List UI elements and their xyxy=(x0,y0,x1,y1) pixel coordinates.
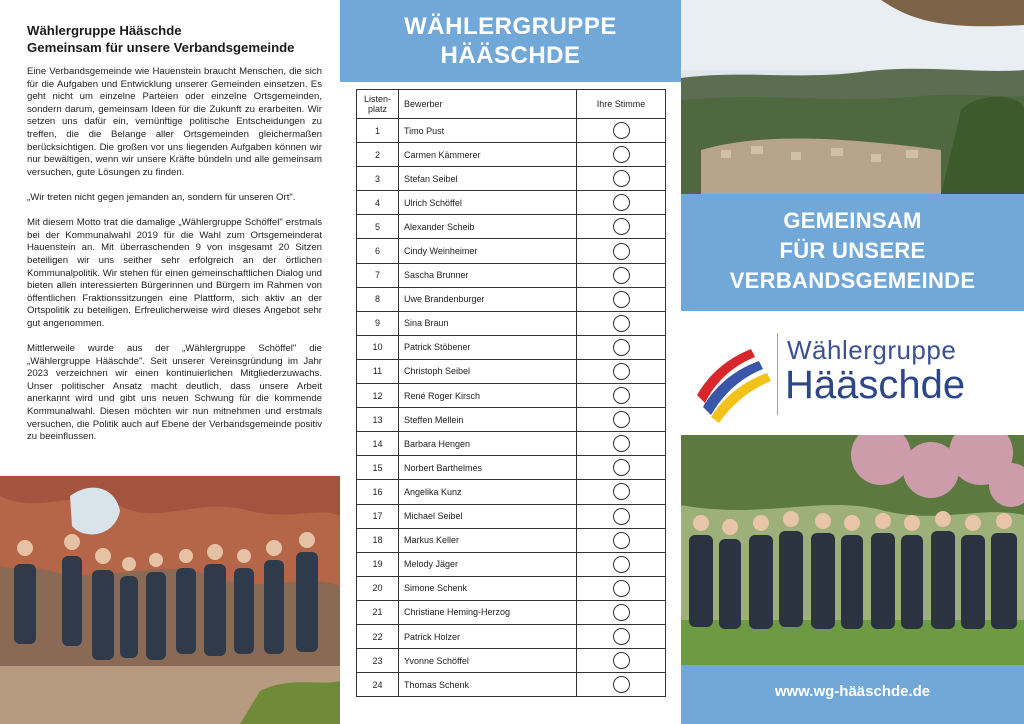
vote-cell xyxy=(577,311,666,335)
candidate-name: Patrick Holzer xyxy=(399,624,577,648)
vote-cell xyxy=(577,335,666,359)
candidate-name: Markus Keller xyxy=(399,528,577,552)
candidate-row xyxy=(357,649,666,673)
candidate-ballot-table xyxy=(356,89,666,697)
candidate-name: Uwe Brandenburger xyxy=(399,287,577,311)
vote-cell xyxy=(577,432,666,456)
candidate-name: Cindy Weinheimer xyxy=(399,239,577,263)
vote-cell xyxy=(577,143,666,167)
intro-text xyxy=(27,66,322,456)
list-position: 4 xyxy=(357,191,399,215)
vote-circle[interactable] xyxy=(613,146,630,163)
list-position: 24 xyxy=(357,673,399,697)
list-position: 18 xyxy=(357,528,399,552)
group-photo-garden xyxy=(681,435,1024,665)
list-position: 12 xyxy=(357,384,399,408)
vote-cell xyxy=(577,624,666,648)
vote-cell xyxy=(577,649,666,673)
logo-divider xyxy=(777,333,778,415)
header-text: Listen- xyxy=(363,94,391,104)
candidate-row xyxy=(357,191,666,215)
logo xyxy=(681,311,1024,435)
candidate-name: Barbara Hengen xyxy=(399,432,577,456)
paragraph: Mittlerweile wurde aus der „Wählergruppe Schöffel" die „Wählergruppe Hääschde". Seit unserer Vereinsgründung im Jahr 2023 verzeichnen wir einen kontinuierlichen Mitgliederzuwachs. Unser politischer Ansatz macht deutlich, dass unsere Arbeit anerkannt wird und gibt uns neuen Schwung für die kommende Kommunalwahl. Diesen möchten wir nun mitnehmen und erstmals versuchen, die Politik auch auf Ebene der Verbandsgemeinde positiv zu beeinflussen. xyxy=(27,343,322,443)
vote-cell xyxy=(577,119,666,143)
vote-cell xyxy=(577,576,666,600)
vote-circle[interactable] xyxy=(613,676,630,693)
banner-line: HÄÄSCHDE xyxy=(440,42,581,69)
vote-circle[interactable] xyxy=(613,218,630,235)
vote-circle[interactable] xyxy=(613,508,630,525)
candidate-name: Alexander Scheib xyxy=(399,215,577,239)
vote-cell xyxy=(577,191,666,215)
candidate-name: Ulrich Schöffel xyxy=(399,191,577,215)
vote-cell xyxy=(577,480,666,504)
right-panel xyxy=(681,0,1024,724)
group-photo-rocks xyxy=(0,476,340,724)
candidate-row xyxy=(357,528,666,552)
landscape-photo xyxy=(681,0,1024,194)
candidate-row xyxy=(357,480,666,504)
vote-cell xyxy=(577,239,666,263)
candidate-name: Sascha Brunner xyxy=(399,263,577,287)
list-position: 13 xyxy=(357,408,399,432)
vote-circle[interactable] xyxy=(613,243,630,260)
slogan-banner xyxy=(681,194,1024,311)
header-text: platz xyxy=(367,104,387,114)
vote-circle[interactable] xyxy=(613,315,630,332)
vote-cell xyxy=(577,456,666,480)
candidate-row xyxy=(357,239,666,263)
vote-circle[interactable] xyxy=(613,170,630,187)
header-list-position xyxy=(357,90,399,119)
vote-circle[interactable] xyxy=(613,556,630,573)
candidate-name: Melody Jäger xyxy=(399,552,577,576)
vote-cell xyxy=(577,287,666,311)
vote-circle[interactable] xyxy=(613,580,630,597)
paragraph: Mit diesem Motto trat die damalige „Wählergruppe Schöffel" erstmals bei der Kommunalwahl 2019 für die Wahl zum Ortsgemeinderat Hauenstein an. Mit überraschenden 9 von insgesamt 20 Sitzen beteiligen wir uns seither sehr erfolgreich an der örtlichen Kommunalpolitik. Wir stehen für einen gemeinschaftlichen Dialog und bieten allen interessierten Bürgerinnen und Bürgern im Rahmen von öffentlichen Fraktionssitzungen eine Plattform, sich aktiv an der Ortspolitik zu beteiligen. Erfreulicherweise wird dieses Angebot sehr gut angenommen. xyxy=(27,217,322,329)
vote-circle[interactable] xyxy=(613,267,630,284)
slogan-line: FÜR UNSERE xyxy=(779,238,926,263)
vote-circle[interactable] xyxy=(613,194,630,211)
vote-cell xyxy=(577,359,666,383)
list-position: 20 xyxy=(357,576,399,600)
vote-cell xyxy=(577,215,666,239)
table-header-row xyxy=(357,90,666,119)
candidate-row xyxy=(357,384,666,408)
vote-cell xyxy=(577,263,666,287)
candidate-name: Simone Schenk xyxy=(399,576,577,600)
vote-circle[interactable] xyxy=(613,411,630,428)
vote-cell xyxy=(577,167,666,191)
candidate-row xyxy=(357,359,666,383)
header-candidate: Bewerber xyxy=(399,90,577,119)
candidate-row xyxy=(357,673,666,697)
list-position: 19 xyxy=(357,552,399,576)
group-photo-garden-image xyxy=(681,435,1024,665)
vote-cell xyxy=(577,528,666,552)
vote-cell xyxy=(577,552,666,576)
list-position: 7 xyxy=(357,263,399,287)
vote-circle[interactable] xyxy=(613,387,630,404)
middle-panel xyxy=(340,0,681,724)
vote-circle[interactable] xyxy=(613,459,630,476)
list-position: 11 xyxy=(357,359,399,383)
candidate-row xyxy=(357,311,666,335)
list-position: 1 xyxy=(357,119,399,143)
vote-circle[interactable] xyxy=(613,435,630,452)
candidate-name: Steffen Mellein xyxy=(399,408,577,432)
heading-title: Wählergruppe Hääschde xyxy=(27,23,182,38)
heading-subtitle: Gemeinsam für unsere Verbandsgemeinde xyxy=(27,40,295,55)
vote-cell xyxy=(577,600,666,624)
vote-cell xyxy=(577,408,666,432)
slogan-line: GEMEINSAM xyxy=(783,208,922,233)
candidate-name: Patrick Stöbener xyxy=(399,335,577,359)
vote-circle[interactable] xyxy=(613,363,630,380)
candidate-row xyxy=(357,335,666,359)
list-position: 10 xyxy=(357,335,399,359)
candidate-name: Thomas Schenk xyxy=(399,673,577,697)
list-position: 6 xyxy=(357,239,399,263)
left-panel xyxy=(0,0,340,724)
candidate-row xyxy=(357,504,666,528)
candidate-name: Christoph Seibel xyxy=(399,359,577,383)
candidate-name: Yvonne Schöffel xyxy=(399,649,577,673)
vote-cell xyxy=(577,504,666,528)
list-position: 3 xyxy=(357,167,399,191)
candidate-row xyxy=(357,167,666,191)
candidate-name: René Roger Kirsch xyxy=(399,384,577,408)
list-position: 22 xyxy=(357,624,399,648)
vote-circle[interactable] xyxy=(613,604,630,621)
group-photo-rocks-image xyxy=(0,476,340,724)
candidate-row xyxy=(357,215,666,239)
list-position: 21 xyxy=(357,600,399,624)
paragraph: „Wir treten nicht gegen jemanden an, sondern für unseren Ort". xyxy=(27,191,296,203)
candidate-row xyxy=(357,287,666,311)
vote-cell xyxy=(577,673,666,697)
candidate-name: Michael Seibel xyxy=(399,504,577,528)
candidate-row xyxy=(357,552,666,576)
list-position: 23 xyxy=(357,649,399,673)
candidate-name: Norbert Barthelmes xyxy=(399,456,577,480)
logo-text-small: Wählergruppe xyxy=(787,335,957,365)
website-url[interactable]: www.wg-hääschde.de xyxy=(681,665,1024,724)
candidate-name: Carmen Kämmerer xyxy=(399,143,577,167)
candidate-name: Sina Braun xyxy=(399,311,577,335)
logo-text-large: Hääschde xyxy=(785,363,966,407)
list-position: 2 xyxy=(357,143,399,167)
candidate-row xyxy=(357,119,666,143)
vote-circle[interactable] xyxy=(613,122,630,139)
list-position: 16 xyxy=(357,480,399,504)
vote-circle[interactable] xyxy=(613,652,630,669)
paragraph: Eine Verbandsgemeinde wie Hauenstein braucht Menschen, die sich für die Aufgaben und Entwicklung unserer Gemeinden einsetzen. Es geht nicht um einzelne Parteien oder einzelne Ortsgemeinden, sondern darum, gemeinsam Ideen für die Zukunft zu erarbeiten. Wir setzen uns dafür ein, vernünftige politische Entscheidungen zu treffen, die die Belange aller Ortsgemeinden gleichermaßen berücksichtigen. Die großen vor uns liegenden Aufgaben können wir nur bewältigen, wenn wir unsere Kräfte bündeln und alle gemeinsam versuchen, gute Lösungen zu finden. xyxy=(27,66,322,178)
candidate-row xyxy=(357,624,666,648)
vote-circle[interactable] xyxy=(613,628,630,645)
candidate-rows xyxy=(357,119,666,697)
candidate-row xyxy=(357,600,666,624)
candidate-row xyxy=(357,576,666,600)
vote-circle[interactable] xyxy=(613,339,630,356)
candidate-name: Angelika Kunz xyxy=(399,480,577,504)
list-position: 8 xyxy=(357,287,399,311)
list-position: 14 xyxy=(357,432,399,456)
vote-circle[interactable] xyxy=(613,291,630,308)
vote-cell xyxy=(577,384,666,408)
landscape-photo-image xyxy=(681,0,1024,194)
vote-circle[interactable] xyxy=(613,483,630,500)
candidate-row xyxy=(357,408,666,432)
left-heading xyxy=(27,22,327,56)
list-position: 17 xyxy=(357,504,399,528)
candidate-name: Stefan Seibel xyxy=(399,167,577,191)
slogan-line: VERBANDSGEMEINDE xyxy=(729,268,976,293)
candidate-row xyxy=(357,143,666,167)
vote-circle[interactable] xyxy=(613,532,630,549)
group-name-banner xyxy=(340,0,681,82)
candidate-name: Christiane Heming-Herzog xyxy=(399,600,577,624)
candidate-row xyxy=(357,432,666,456)
banner-line: WÄHLERGRUPPE xyxy=(404,13,617,40)
list-position: 5 xyxy=(357,215,399,239)
candidate-row xyxy=(357,263,666,287)
header-vote: Ihre Stimme xyxy=(577,90,666,119)
list-position: 15 xyxy=(357,456,399,480)
candidate-row xyxy=(357,456,666,480)
logo-stripes-icon xyxy=(693,333,773,423)
candidate-name: Timo Pust xyxy=(399,119,577,143)
list-position: 9 xyxy=(357,311,399,335)
